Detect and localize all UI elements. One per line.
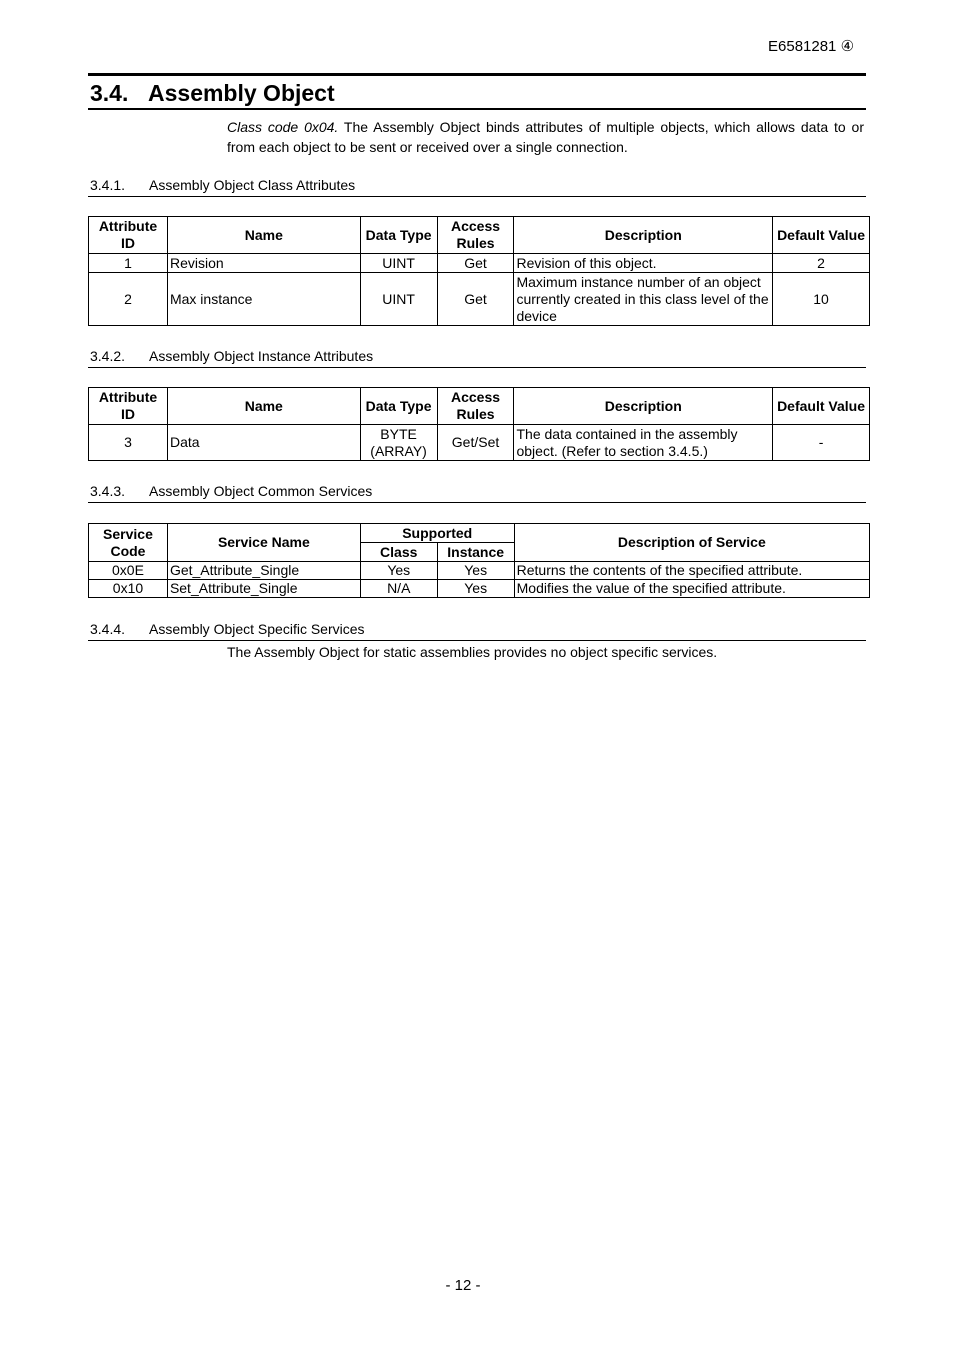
table-cell: 10 xyxy=(773,273,870,326)
table-cell: 2 xyxy=(89,273,168,326)
table-row xyxy=(89,273,870,326)
column-header: Default Value xyxy=(773,388,870,425)
column-header: Data Type xyxy=(360,217,437,254)
common-services-table xyxy=(88,523,870,598)
intro-text: The Assembly Object binds attributes of multiple objects, which allows data to or from each object to be sent or received over a single connection. xyxy=(227,119,864,155)
table-header-row xyxy=(89,524,870,543)
subsection-heading-instance-attributes xyxy=(90,348,373,364)
column-header: Attribute ID xyxy=(89,388,168,425)
subsection-heading-class-attributes xyxy=(90,177,355,193)
subsection-number: 3.4.1. xyxy=(90,177,126,193)
class-attributes-table xyxy=(88,216,870,326)
subsection-rule xyxy=(88,502,866,503)
table-cell: Yes xyxy=(437,562,514,580)
column-header: Attribute ID xyxy=(89,217,168,254)
table-cell: BYTE (ARRAY) xyxy=(360,425,437,461)
section-number: 3.4. xyxy=(90,80,129,106)
column-header: Service Code xyxy=(89,524,168,562)
column-header: Name xyxy=(167,388,360,425)
table-cell: N/A xyxy=(360,580,437,598)
table-cell: Revision of this object. xyxy=(514,254,773,273)
table-cell: 2 xyxy=(773,254,870,273)
document-id: E6581281 ④ xyxy=(768,38,855,55)
table-row xyxy=(89,425,870,461)
column-header: Description of Service xyxy=(514,524,869,562)
table-cell: Yes xyxy=(360,562,437,580)
table-cell: Get xyxy=(437,273,514,326)
page-number: - 12 - xyxy=(445,1277,481,1294)
table-cell: 3 xyxy=(89,425,168,461)
table-cell: Get_Attribute_Single xyxy=(167,562,360,580)
subsection-heading-common-services xyxy=(90,483,372,499)
table-cell: Get xyxy=(437,254,514,273)
column-header: Access Rules xyxy=(437,217,514,254)
table-cell: - xyxy=(773,425,870,461)
subsection-number: 3.4.4. xyxy=(90,621,126,637)
subsection-title: Assembly Object Specific Services xyxy=(149,621,365,637)
table-row xyxy=(89,580,870,598)
column-header: Description xyxy=(514,388,773,425)
subsection-rule xyxy=(88,640,866,641)
column-header: Class xyxy=(360,543,437,562)
table-row xyxy=(89,254,870,273)
table-cell: Data xyxy=(167,425,360,461)
column-header: Access Rules xyxy=(437,388,514,425)
table-cell: UINT xyxy=(360,254,437,273)
column-header: Instance xyxy=(437,543,514,562)
table-header-row xyxy=(89,217,870,254)
table-cell: 1 xyxy=(89,254,168,273)
table-cell: Modifies the value of the specified attribute. xyxy=(514,580,869,598)
table-cell: UINT xyxy=(360,273,437,326)
instance-attributes-table xyxy=(88,387,870,461)
subsection-title: Assembly Object Instance Attributes xyxy=(149,348,374,364)
class-code: Class code 0x04. xyxy=(227,119,339,135)
column-header: Description xyxy=(514,217,773,254)
table-cell: The data contained in the assembly object. (Refer to section 3.4.5.) xyxy=(514,425,773,461)
table-cell: 0x0E xyxy=(89,562,168,580)
table-cell: Yes xyxy=(437,580,514,598)
subsection-number: 3.4.2. xyxy=(90,348,126,364)
table-cell: Set_Attribute_Single xyxy=(167,580,360,598)
table-cell: Returns the contents of the specified attribute. xyxy=(514,562,869,580)
table-cell: 0x10 xyxy=(89,580,168,598)
column-header: Data Type xyxy=(360,388,437,425)
table-cell: Maximum instance number of an object currently created in this class level of the device xyxy=(514,273,773,326)
table-header-row xyxy=(89,388,870,425)
column-header: Service Name xyxy=(167,524,360,562)
table-row xyxy=(89,562,870,580)
column-header: Name xyxy=(167,217,360,254)
table-cell: Max instance xyxy=(167,273,360,326)
subsection-title: Assembly Object Common Services xyxy=(149,483,373,499)
subsection-title: Assembly Object Class Attributes xyxy=(149,177,356,193)
subsection-rule xyxy=(88,367,866,368)
column-header: Supported xyxy=(360,524,514,543)
table-cell: Revision xyxy=(167,254,360,273)
subsection-number: 3.4.3. xyxy=(90,483,126,499)
subsection-rule xyxy=(88,196,866,197)
section-title xyxy=(90,80,335,107)
table-cell: Get/Set xyxy=(437,425,514,461)
title-top-rule xyxy=(88,73,866,76)
specific-services-note: The Assembly Object for static assemblies provides no object specific services. xyxy=(227,644,718,660)
section-intro xyxy=(227,118,864,157)
title-bottom-rule xyxy=(88,108,866,110)
section-title-text: Assembly Object xyxy=(148,80,335,106)
column-header: Default Value xyxy=(773,217,870,254)
subsection-heading-specific-services xyxy=(90,621,365,637)
